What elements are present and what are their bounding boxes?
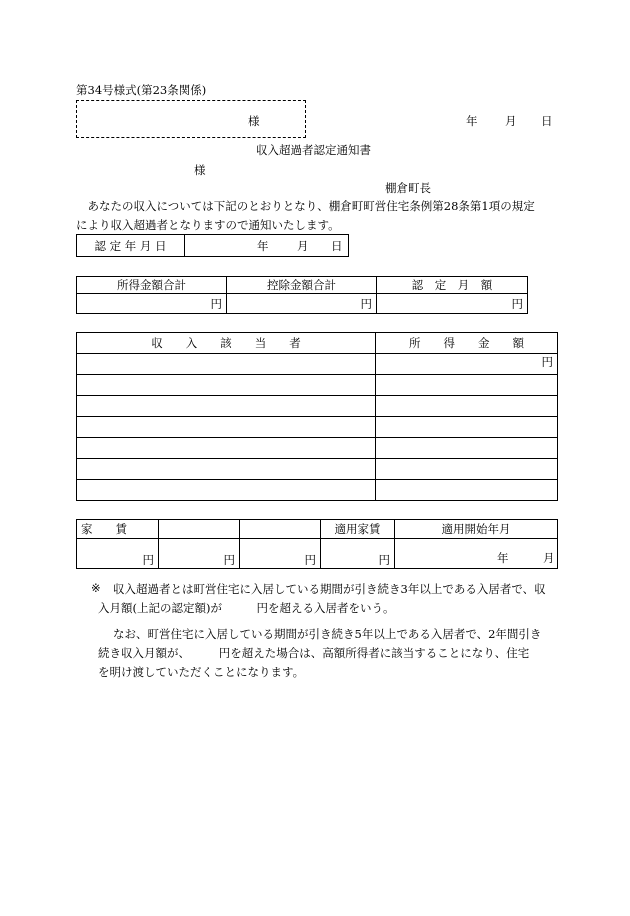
table-row (77, 354, 558, 375)
person-cell (77, 417, 376, 438)
start-month-value (395, 539, 558, 569)
addressee-top-sama: 様 (248, 114, 260, 128)
intro-line-1: あなたの収入については下記のとおりとなり、棚倉町町営住宅条例第28条第1項の規定 (87, 199, 535, 213)
start-year: 年 (497, 551, 509, 565)
amount-cell-unit: 円 (376, 354, 558, 375)
addressee-box (76, 100, 306, 138)
amount-cell (376, 396, 558, 417)
document-title: 収入超過者認定通知書 (256, 143, 371, 157)
header-income-total: 所得金額合計 (77, 277, 227, 294)
person-cell (77, 480, 376, 501)
cert-date-year: 年 (257, 239, 269, 253)
issuer: 棚倉町長 (385, 181, 431, 195)
amount-cell (376, 480, 558, 501)
table-row (77, 417, 558, 438)
header-rent: 家 賃 (77, 520, 159, 539)
cert-date-month: 月 (297, 239, 309, 253)
note-line-2: 入月額(上記の認定額)が 円を超える入居者をいう。 (98, 601, 395, 615)
table-row (77, 375, 558, 396)
person-cell (77, 459, 376, 480)
cert-date-day: 日 (331, 239, 343, 253)
header-income-amount: 所 得 金 額 (376, 333, 558, 354)
amount-cell (376, 375, 558, 396)
amount-cell (376, 417, 558, 438)
form-number: 第34号様式(第23条関係) (76, 83, 207, 97)
note2-line-3: を明け渡していただくことになります。 (98, 665, 305, 679)
table-row (77, 480, 558, 501)
person-cell (77, 354, 376, 375)
note2-line-2: 続き収入月額が、 円を超えた場合は、高額所得者に該当することになり、住宅 (98, 646, 530, 660)
table-row (77, 438, 558, 459)
income-persons-table (76, 332, 558, 501)
date-top-year: 年 (466, 114, 478, 128)
person-cell (77, 396, 376, 417)
rent-value-3: 円 (240, 539, 321, 569)
header-rent-blank-2 (240, 520, 321, 539)
person-cell (77, 438, 376, 459)
certified-monthly-value: 円 (377, 294, 528, 314)
header-start-month: 適用開始年月 (395, 520, 558, 539)
date-top-day: 日 (541, 114, 553, 128)
intro-line-2: により収入超過者となりますので通知いたします。 (76, 218, 340, 232)
certification-date-table (76, 234, 349, 257)
note2-line-1: なお、町営住宅に入居している期間が引き続き5年以上である入居者で、2年間引き (113, 627, 542, 641)
cert-date-value (185, 235, 349, 257)
header-income-person: 収 入 該 当 者 (77, 333, 376, 354)
header-certified-monthly: 認 定 月 額 (377, 277, 528, 294)
income-total-value: 円 (77, 294, 227, 314)
amount-cell (376, 459, 558, 480)
table-row (77, 396, 558, 417)
rent-table (76, 519, 558, 569)
rent-value-1: 円 (77, 539, 159, 569)
cert-date-label: 認 定 年 月 日 (77, 235, 185, 257)
note-mark: ※ (91, 581, 101, 595)
header-rent-blank-1 (159, 520, 240, 539)
header-applied-rent: 適用家賃 (321, 520, 395, 539)
applied-rent-value: 円 (321, 539, 395, 569)
header-deduction-total: 控除金額合計 (227, 277, 377, 294)
income-summary-table (76, 276, 528, 314)
deduction-total-value: 円 (227, 294, 377, 314)
addressee-sama: 様 (194, 163, 206, 177)
table-row (77, 459, 558, 480)
note-line-1: 収入超過者とは町営住宅に入居している期間が引き続き3年以上である入居者で、収 (113, 582, 546, 596)
amount-cell (376, 438, 558, 459)
date-top-month: 月 (505, 114, 517, 128)
rent-value-2: 円 (159, 539, 240, 569)
person-cell (77, 375, 376, 396)
start-month: 月 (543, 551, 555, 565)
